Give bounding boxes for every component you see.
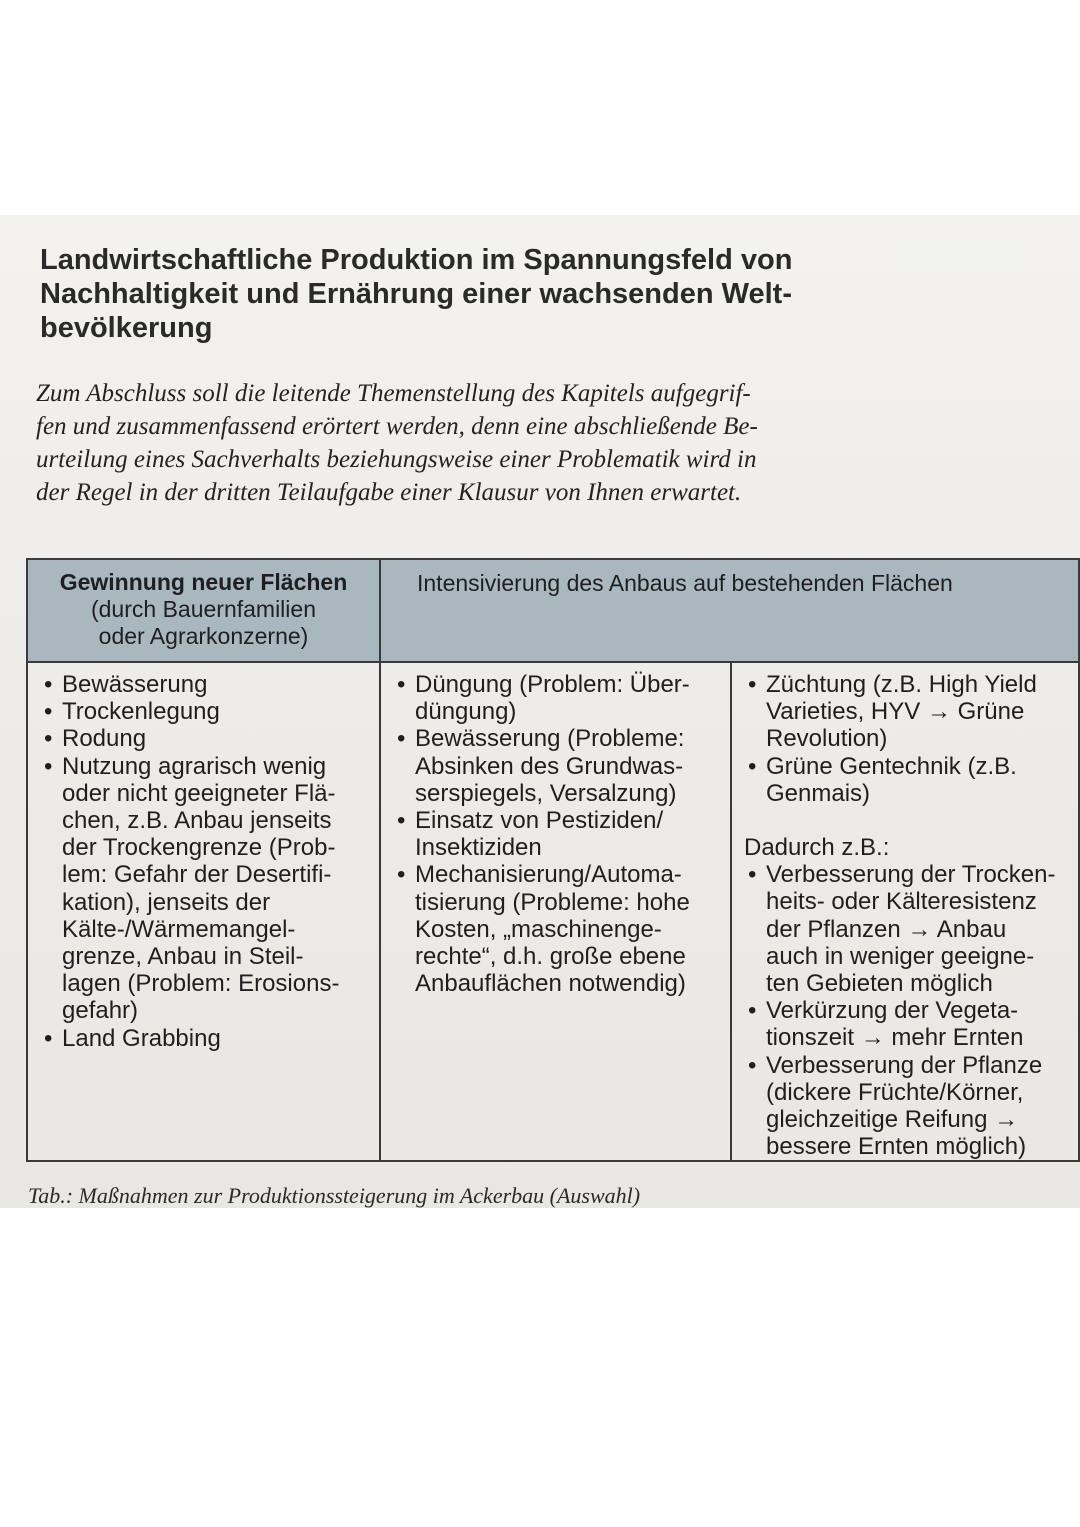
new-areas-list [40,671,373,1052]
intro-line: fen und zusammenfassend erörtert werden, denn eine abschließende Be- [36,413,758,440]
list-item: • Land Grabbing [40,1025,373,1052]
list-item: • Düngung (Problem: Über- düngung) [393,671,724,725]
list-item: • Trockenlegung [40,698,373,725]
cell-intensification-breeding [731,662,1079,1161]
header-new-areas-sub: (durch Bauernfamilien [90,596,316,622]
list-item: • Verbesserung der Trocken- heits- oder Kälteresistenz der Pflanzen → Anbau auch in weniger geeigne- ten Gebieten möglich [744,861,1072,997]
breeding-list [744,671,1072,807]
table-caption: Tab.: Maßnahmen zur Produktionssteigerung im Ackerbau (Auswahl) [28,1183,641,1208]
list-item: • Züchtung (z.B. High Yield Varieties, HYV → Grüne Revolution) [744,671,1072,753]
list-item: • Einsatz von Pestiziden/ Insektiziden [393,807,724,861]
header-new-areas [27,559,380,662]
measures-table [26,558,1080,1162]
list-item: • Bewässerung (Probleme: Absinken des Grundwas- serspiegels, Versalzung) [393,725,724,807]
header-new-areas-sub: oder Agrarkonzerne) [98,623,309,649]
list-item: • Grüne Gentechnik (z.B. Genmais) [744,753,1072,807]
header-new-areas-title: Gewinnung neuer Flächen [59,569,348,595]
heading-line: bevölkerung [40,312,213,344]
list-item: • Bewässerung [40,671,373,698]
textbook-page [0,215,1080,1208]
list-item: • Rodung [40,725,373,752]
list-item: • Verkürzung der Vegeta- tionszeit → mehr Ernten [744,997,1072,1051]
table-body-row [27,662,1079,1161]
heading-line: Landwirtschaftliche Produktion im Spannungsfeld von [40,244,793,276]
intro-paragraph [36,377,866,509]
list-item: • Nutzung agrarisch wenig oder nicht geeigneter Flä- chen, z.B. Anbau jenseits der Trockengrenze (Prob- lem: Gefahr der Desertifi- kation), jenseits der Kälte-/Wärmemangel- grenze, Anbau in Steil- lagen (Problem: Erosions- gefahr) [40,753,373,1025]
heading-line: Nachhaltigkeit und Ernährung einer wachsenden Welt- [40,278,792,310]
cell-new-areas [27,662,380,1161]
intensification-inputs-list [393,671,724,997]
intro-line: Zum Abschluss soll die leitende Themenstellung des Kapitels aufgegrif- [36,380,751,407]
effects-label: Dadurch z.B.: [744,834,890,862]
effects-list [744,861,1072,1160]
list-item: • Mechanisierung/Automa- tisierung (Probleme: hohe Kosten, „maschinenge- rechte“, d.h. große ebene Anbauflächen notwendig) [393,861,724,997]
table-header-row [27,559,1079,662]
header-intensification: Intensivierung des Anbaus auf bestehenden Flächen [380,559,1079,662]
intro-line: der Regel in der dritten Teilaufgabe einer Klausur von Ihnen erwartet. [36,479,742,506]
section-heading [40,243,860,345]
list-item: • Verbesserung der Pflanze (dickere Früchte/Körner, gleichzeitige Reifung → bessere Ernten möglich) [744,1052,1072,1161]
intro-line: urteilung eines Sachverhalts beziehungsweise einer Problematik wird in [36,446,757,473]
cell-intensification-inputs [380,662,731,1161]
